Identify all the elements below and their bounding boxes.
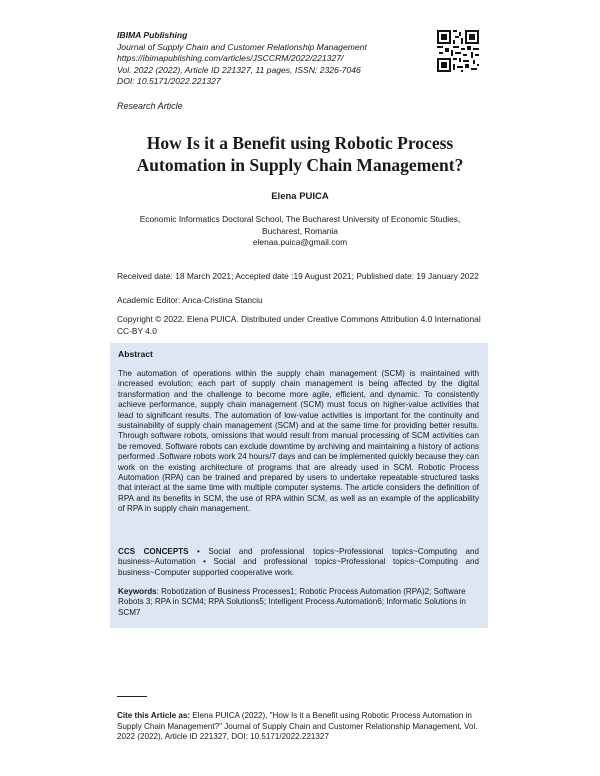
- citation: [117, 711, 489, 743]
- ccs-text: • Social and professional topics~Professional topics~Computing and business~Automation • Social and professional topics~Professional topics~Computing and business~Computer supported cooperative work.: [118, 547, 479, 577]
- copyright-notice: Copyright © 2022. Elena PUICA. Distributed under Creative Commons Attribution 4.0 International CC-BY 4.0: [117, 314, 481, 336]
- volume-info: Vol. 2022 (2022), Article ID 221327, 11 pages, ISSN: 2326-7046: [117, 64, 361, 75]
- title-line-1: How Is it a Benefit using Robotic Process: [146, 133, 454, 153]
- abstract-text: The automation of operations within the supply chain management (SCM) is maintained with increased evolution; each part of supply chain management is being affected by the digital transformation and the challenge to become more agile, efficient, and dynamic. To consistently achieve performance, supply chain management (SCM) must focus on higher-value activities that lead to significant results. The automation of low-value activities is important for the continuity and sustainability of supply chain management (SCM) and at the same time for providing better results. Through software robots, omissions that would result from manual processing of SCM activities can be removed. Software robots can exclude downtime by archiving and maintaining a history of actions performed .Software robots work 24 hours/7 days and can be implemented quickly because they can work on the existing architecture of programs that are already used in SCM. Robotic Process Automation (RPA) can be trained and prepared by users to undertake repeatable structured tasks that interact at the same time with multiple computer systems. The article considers the definition of RPA and its benefits in SCM, the use of RPA within SCM, as well as an example of the applicability of RPA in supply chain management.: [118, 369, 479, 514]
- title-line-2: Automation in Supply Chain Management?: [136, 155, 464, 175]
- author-name: Elena PUICA: [271, 191, 329, 202]
- qr-code-icon: [437, 30, 479, 72]
- citation-label: Cite this Article as:: [117, 711, 191, 720]
- footnote-divider: [117, 696, 147, 697]
- ccs-label: CCS CONCEPTS: [118, 547, 189, 556]
- affiliation-line-1: Economic Informatics Doctoral School, The Bucharest University of Economic Studies,: [139, 214, 461, 224]
- affiliation-line-2: Bucharest, Romania: [262, 225, 338, 236]
- publisher-name: IBIMA Publishing: [117, 30, 188, 40]
- article-title: [100, 132, 500, 176]
- keywords-label: Keywords: [118, 587, 157, 596]
- journal-header: [117, 30, 437, 88]
- keywords-text: : Robotization of Business Processes1; Robotic Process Automation (RPA)2; Software Robots 3; RPA in SCM4; RPA Solutions5; Intelligent Process Automation6; Informatic Solutions in SCM7: [118, 587, 466, 617]
- article-url[interactable]: https://ibimapublishing.com/articles/JSCCRM/2022/221327/: [117, 53, 344, 64]
- abstract-heading: Abstract: [118, 349, 153, 359]
- article-type: Research Article: [117, 101, 183, 111]
- affiliation: [130, 214, 470, 249]
- author-email[interactable]: elenaa.puica@gmail.com: [252, 237, 348, 247]
- journal-name: Journal of Supply Chain and Customer Relationship Management: [117, 41, 367, 52]
- abstract-box: [110, 343, 488, 628]
- citation-text: Elena PUICA (2022), "How Is it a Benefit using Robotic Process Automation in Supply Chain Management?" Journal of Supply Chain and Customer Relationship Management, Vol. 2022 (2022), Article ID 221327, DOI: 10.5171/2022.221327: [117, 711, 478, 742]
- ccs-concepts: [118, 547, 479, 578]
- publication-dates: Received date: 18 March 2021; Accepted date :19 August 2021; Published date: 19 January 2022: [117, 271, 479, 281]
- keywords: [118, 587, 479, 618]
- doi: DOI: 10.5171/2022.221327: [117, 76, 221, 87]
- academic-editor: Academic Editor: Anca-Cristina Stanciu: [117, 295, 263, 305]
